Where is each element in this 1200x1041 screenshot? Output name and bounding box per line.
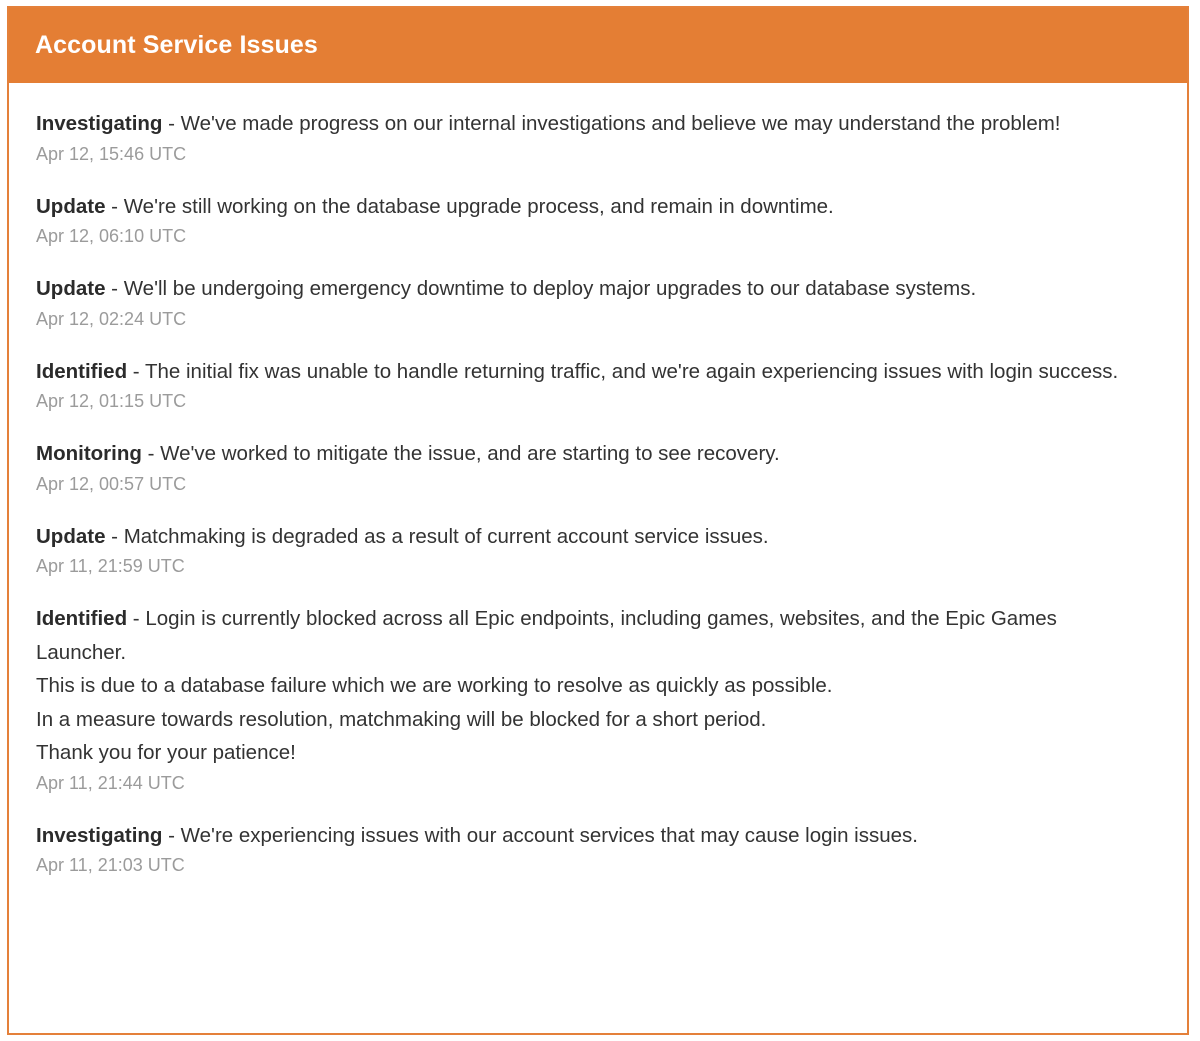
update-timestamp: Apr 12, 00:57 UTC — [36, 473, 187, 494]
update-status-label: Update — [36, 524, 106, 548]
update-body — [36, 355, 1146, 389]
update-message-text: Thank you for your patience! — [36, 741, 296, 764]
update-message-text: This is due to a database failure which we are working to resolve as quickly as possible. — [36, 674, 833, 697]
update-timestamp: Apr 11, 21:03 UTC — [36, 855, 185, 875]
update-message-line — [36, 736, 1146, 770]
incident-update — [36, 272, 1187, 332]
update-message-text: We've worked to mitigate the issue, and are starting to see recovery. — [160, 442, 780, 465]
incident-update — [36, 819, 1187, 879]
update-separator: - — [141, 442, 161, 465]
update-separator: - — [127, 359, 145, 383]
update-status-label: Identified — [36, 359, 128, 383]
update-timestamp: Apr 12, 15:46 UTC — [36, 143, 187, 164]
update-message-text: Matchmaking is degraded as a result of current account service issues. — [123, 524, 769, 548]
update-body — [36, 819, 1146, 853]
update-message-line — [36, 520, 1146, 554]
update-message-text: We've made progress on our internal investigations and believe we may understand the problem! — [180, 112, 1061, 135]
update-timestamp: Apr 11, 21:59 UTC — [36, 556, 185, 576]
update-message-line — [36, 190, 1146, 224]
update-message-text: We're still working on the database upgrade process, and remain in downtime. — [123, 194, 834, 218]
update-message-line — [36, 819, 1146, 853]
update-message-line — [36, 703, 1146, 737]
update-message-text: We're experiencing issues with our account services that may cause login issues. — [180, 823, 918, 847]
update-status-label: Investigating — [36, 823, 163, 847]
update-separator: - — [105, 524, 124, 548]
update-status-label: Identified — [36, 607, 128, 630]
update-status-label: Update — [36, 194, 106, 218]
incident-update — [36, 355, 1187, 415]
update-separator: - — [162, 823, 181, 847]
update-separator: - — [105, 194, 124, 218]
update-separator: - — [162, 112, 181, 135]
update-message-line — [36, 107, 1146, 141]
update-body — [36, 437, 1146, 471]
incident-update — [36, 190, 1187, 250]
update-message-line — [36, 272, 1146, 306]
incident-updates-list — [9, 83, 1187, 878]
update-status-label: Investigating — [36, 112, 163, 135]
update-body — [36, 107, 1146, 141]
update-timestamp: Apr 12, 02:24 UTC — [36, 308, 187, 329]
incident-update — [36, 107, 1187, 167]
update-message-line — [36, 355, 1146, 389]
update-timestamp: Apr 12, 06:10 UTC — [36, 226, 187, 246]
update-body — [36, 190, 1146, 224]
update-body — [36, 520, 1146, 554]
update-message-text: In a measure towards resolution, matchmaking will be blocked for a short period. — [36, 707, 767, 731]
update-message-line — [36, 669, 1146, 703]
update-message-text: We'll be undergoing emergency downtime to deploy major upgrades to our database systems. — [123, 277, 977, 300]
update-timestamp: Apr 12, 01:15 UTC — [36, 391, 187, 411]
update-message-line — [36, 437, 1146, 471]
incident-update — [36, 602, 1187, 796]
update-message-text: Login is currently blocked across all Epic endpoints, including games, websites, and the Epic Games Launcher. — [36, 607, 1057, 664]
update-message-line — [36, 602, 1146, 669]
update-status-label: Monitoring — [36, 442, 142, 465]
update-timestamp: Apr 11, 21:44 UTC — [36, 772, 185, 793]
update-message-text: The initial fix was unable to handle returning traffic, and we're again experiencing issues with login success. — [144, 359, 1119, 383]
update-body — [36, 602, 1146, 770]
incident-update — [36, 437, 1187, 497]
update-separator: - — [105, 277, 124, 300]
incident-panel — [7, 6, 1189, 1035]
update-body — [36, 272, 1146, 306]
update-separator: - — [127, 607, 146, 630]
incident-header — [9, 8, 1187, 83]
incident-title: Account Service Issues — [35, 31, 318, 59]
update-status-label: Update — [36, 277, 106, 300]
incident-update — [36, 520, 1187, 580]
